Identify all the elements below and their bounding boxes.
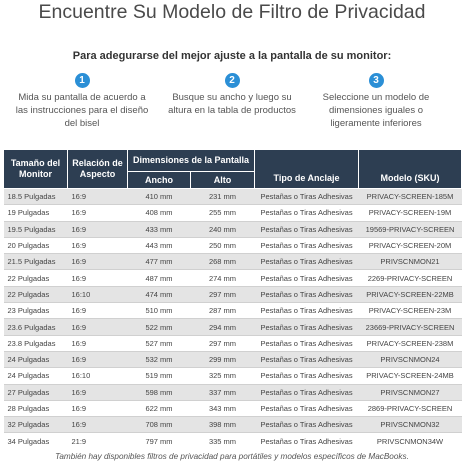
table-row xyxy=(4,335,462,351)
cell-height: 294 mm xyxy=(191,319,255,335)
table-row xyxy=(4,286,462,302)
cell-size: 27 Pulgadas xyxy=(4,384,68,400)
cell-width: 598 mm xyxy=(128,384,191,400)
cell-aspect: 16:9 xyxy=(68,384,128,400)
cell-height: 335 mm xyxy=(191,433,255,449)
cell-width: 519 mm xyxy=(128,368,191,384)
cell-size: 24 Pulgadas xyxy=(4,368,68,384)
cell-size: 22 Pulgadas xyxy=(4,286,68,302)
cell-size: 34 Pulgadas xyxy=(4,433,68,449)
table-row xyxy=(4,254,462,270)
cell-height: 231 mm xyxy=(191,189,255,205)
cell-height: 297 mm xyxy=(191,286,255,302)
cell-model: PRIVACY-SCREEN-23M xyxy=(359,303,462,319)
cell-size: 19.5 Pulgadas xyxy=(4,221,68,237)
cell-width: 487 mm xyxy=(128,270,191,286)
cell-aspect: 16:9 xyxy=(68,417,128,433)
cell-size: 23 Pulgadas xyxy=(4,303,68,319)
page-title: Encuentre Su Modelo de Filtro de Privacidad xyxy=(38,1,426,23)
cell-width: 443 mm xyxy=(128,237,191,253)
step-2 xyxy=(162,73,302,117)
cell-anchor: Pestañas o Tiras Adhesivas xyxy=(255,319,359,335)
cell-aspect: 16:10 xyxy=(68,286,128,302)
cell-model: 2869-PRIVACY-SCREEN xyxy=(359,400,462,416)
step-number-badge: 3 xyxy=(369,73,384,88)
step-3 xyxy=(306,73,446,130)
cell-anchor: Pestañas o Tiras Adhesivas xyxy=(255,384,359,400)
cell-size: 21.5 Pulgadas xyxy=(4,254,68,270)
cell-size: 20 Pulgadas xyxy=(4,237,68,253)
table-row xyxy=(4,237,462,253)
model-table xyxy=(3,149,462,449)
cell-size: 19 Pulgadas xyxy=(4,205,68,221)
cell-aspect: 16:9 xyxy=(68,319,128,335)
cell-aspect: 16:9 xyxy=(68,270,128,286)
cell-aspect: 16:9 xyxy=(68,351,128,367)
cell-model: PRIVSCNMON27 xyxy=(359,384,462,400)
cell-model: PRIVACY-SCREEN-22MB xyxy=(359,286,462,302)
cell-height: 343 mm xyxy=(191,400,255,416)
cell-size: 22 Pulgadas xyxy=(4,270,68,286)
table-row xyxy=(4,417,462,433)
cell-width: 708 mm xyxy=(128,417,191,433)
cell-width: 408 mm xyxy=(128,205,191,221)
table-row xyxy=(4,270,462,286)
cell-model: PRIVSCNMON21 xyxy=(359,254,462,270)
cell-width: 532 mm xyxy=(128,351,191,367)
header-aspect: Relación de Aspecto xyxy=(68,150,128,189)
cell-aspect: 16:9 xyxy=(68,335,128,351)
cell-model: PRIVSCNMON24 xyxy=(359,351,462,367)
footnote: También hay disponibles filtros de privacidad para portátiles y modelos específicos de MacBooks. xyxy=(55,452,409,461)
table-row xyxy=(4,384,462,400)
step-text: Busque su ancho y luego su altura en la tabla de productos xyxy=(168,92,296,116)
cell-aspect: 16:9 xyxy=(68,400,128,416)
cell-anchor: Pestañas o Tiras Adhesivas xyxy=(255,237,359,253)
cell-aspect: 16:9 xyxy=(68,254,128,270)
cell-aspect: 16:10 xyxy=(68,368,128,384)
cell-height: 299 mm xyxy=(191,351,255,367)
cell-aspect: 16:9 xyxy=(68,189,128,205)
cell-height: 325 mm xyxy=(191,368,255,384)
cell-anchor: Pestañas o Tiras Adhesivas xyxy=(255,400,359,416)
cell-anchor: Pestañas o Tiras Adhesivas xyxy=(255,368,359,384)
table-row xyxy=(4,303,462,319)
cell-width: 527 mm xyxy=(128,335,191,351)
step-text: Mida su pantalla de acuerdo a las instrucciones para el diseño del bisel xyxy=(15,92,149,129)
cell-anchor: Pestañas o Tiras Adhesivas xyxy=(255,270,359,286)
header-model: Modelo (SKU) xyxy=(359,150,462,189)
cell-size: 28 Pulgadas xyxy=(4,400,68,416)
header-width: Ancho xyxy=(128,172,191,189)
cell-size: 23.8 Pulgadas xyxy=(4,335,68,351)
cell-aspect: 16:9 xyxy=(68,221,128,237)
cell-model: PRIVSCNMON34W xyxy=(359,433,462,449)
cell-aspect: 16:9 xyxy=(68,237,128,253)
table-row xyxy=(4,221,462,237)
cell-aspect: 16:9 xyxy=(68,205,128,221)
cell-height: 337 mm xyxy=(191,384,255,400)
cell-width: 622 mm xyxy=(128,400,191,416)
cell-model: PRIVACY-SCREEN-238M xyxy=(359,335,462,351)
header-anchor: Tipo de Anclaje xyxy=(255,150,359,189)
cell-aspect: 16:9 xyxy=(68,303,128,319)
cell-anchor: Pestañas o Tiras Adhesivas xyxy=(255,205,359,221)
cell-height: 274 mm xyxy=(191,270,255,286)
cell-anchor: Pestañas o Tiras Adhesivas xyxy=(255,221,359,237)
cell-width: 474 mm xyxy=(128,286,191,302)
cell-size: 23.6 Pulgadas xyxy=(4,319,68,335)
cell-model: PRIVACY-SCREEN-24MB xyxy=(359,368,462,384)
cell-height: 268 mm xyxy=(191,254,255,270)
cell-height: 398 mm xyxy=(191,417,255,433)
table-row xyxy=(4,319,462,335)
cell-model: 23669-PRIVACY-SCREEN xyxy=(359,319,462,335)
cell-model: PRIVACY-SCREEN-185M xyxy=(359,189,462,205)
step-1 xyxy=(12,73,152,130)
cell-anchor: Pestañas o Tiras Adhesivas xyxy=(255,189,359,205)
cell-model: PRIVACY-SCREEN-20M xyxy=(359,237,462,253)
cell-model: 2269-PRIVACY-SCREEN xyxy=(359,270,462,286)
cell-anchor: Pestañas o Tiras Adhesivas xyxy=(255,417,359,433)
cell-model: PRIVACY-SCREEN-19M xyxy=(359,205,462,221)
cell-width: 410 mm xyxy=(128,189,191,205)
step-number-badge: 2 xyxy=(225,73,240,88)
cell-height: 297 mm xyxy=(191,335,255,351)
cell-anchor: Pestañas o Tiras Adhesivas xyxy=(255,254,359,270)
step-text: Seleccione un modelo de dimensiones iguales o ligeramente inferiores xyxy=(322,92,430,129)
page-subtitle: Para adegurarse del mejor ajuste a la pantalla de su monitor: xyxy=(72,50,392,62)
cell-width: 433 mm xyxy=(128,221,191,237)
table-row xyxy=(4,368,462,384)
table-row xyxy=(4,189,462,205)
cell-anchor: Pestañas o Tiras Adhesivas xyxy=(255,286,359,302)
cell-height: 255 mm xyxy=(191,205,255,221)
cell-aspect: 21:9 xyxy=(68,433,128,449)
cell-model: PRIVSCNMON32 xyxy=(359,417,462,433)
table-row xyxy=(4,433,462,449)
table-row xyxy=(4,205,462,221)
cell-height: 287 mm xyxy=(191,303,255,319)
cell-width: 477 mm xyxy=(128,254,191,270)
header-size: Tamaño del Monitor xyxy=(4,150,68,189)
cell-height: 250 mm xyxy=(191,237,255,253)
cell-anchor: Pestañas o Tiras Adhesivas xyxy=(255,351,359,367)
header-height: Alto xyxy=(191,172,255,189)
cell-width: 522 mm xyxy=(128,319,191,335)
table-row xyxy=(4,400,462,416)
cell-size: 24 Pulgadas xyxy=(4,351,68,367)
cell-size: 18.5 Pulgadas xyxy=(4,189,68,205)
cell-width: 510 mm xyxy=(128,303,191,319)
table-row xyxy=(4,351,462,367)
cell-height: 240 mm xyxy=(191,221,255,237)
header-dimensions: Dimensiones de la Pantalla xyxy=(128,150,255,172)
cell-size: 32 Pulgadas xyxy=(4,417,68,433)
cell-model: 19569-PRIVACY-SCREEN xyxy=(359,221,462,237)
cell-anchor: Pestañas o Tiras Adhesivas xyxy=(255,335,359,351)
cell-width: 797 mm xyxy=(128,433,191,449)
step-number-badge: 1 xyxy=(75,73,90,88)
cell-anchor: Pestañas o Tiras Adhesivas xyxy=(255,303,359,319)
cell-anchor: Pestañas o Tiras Adhesivas xyxy=(255,433,359,449)
